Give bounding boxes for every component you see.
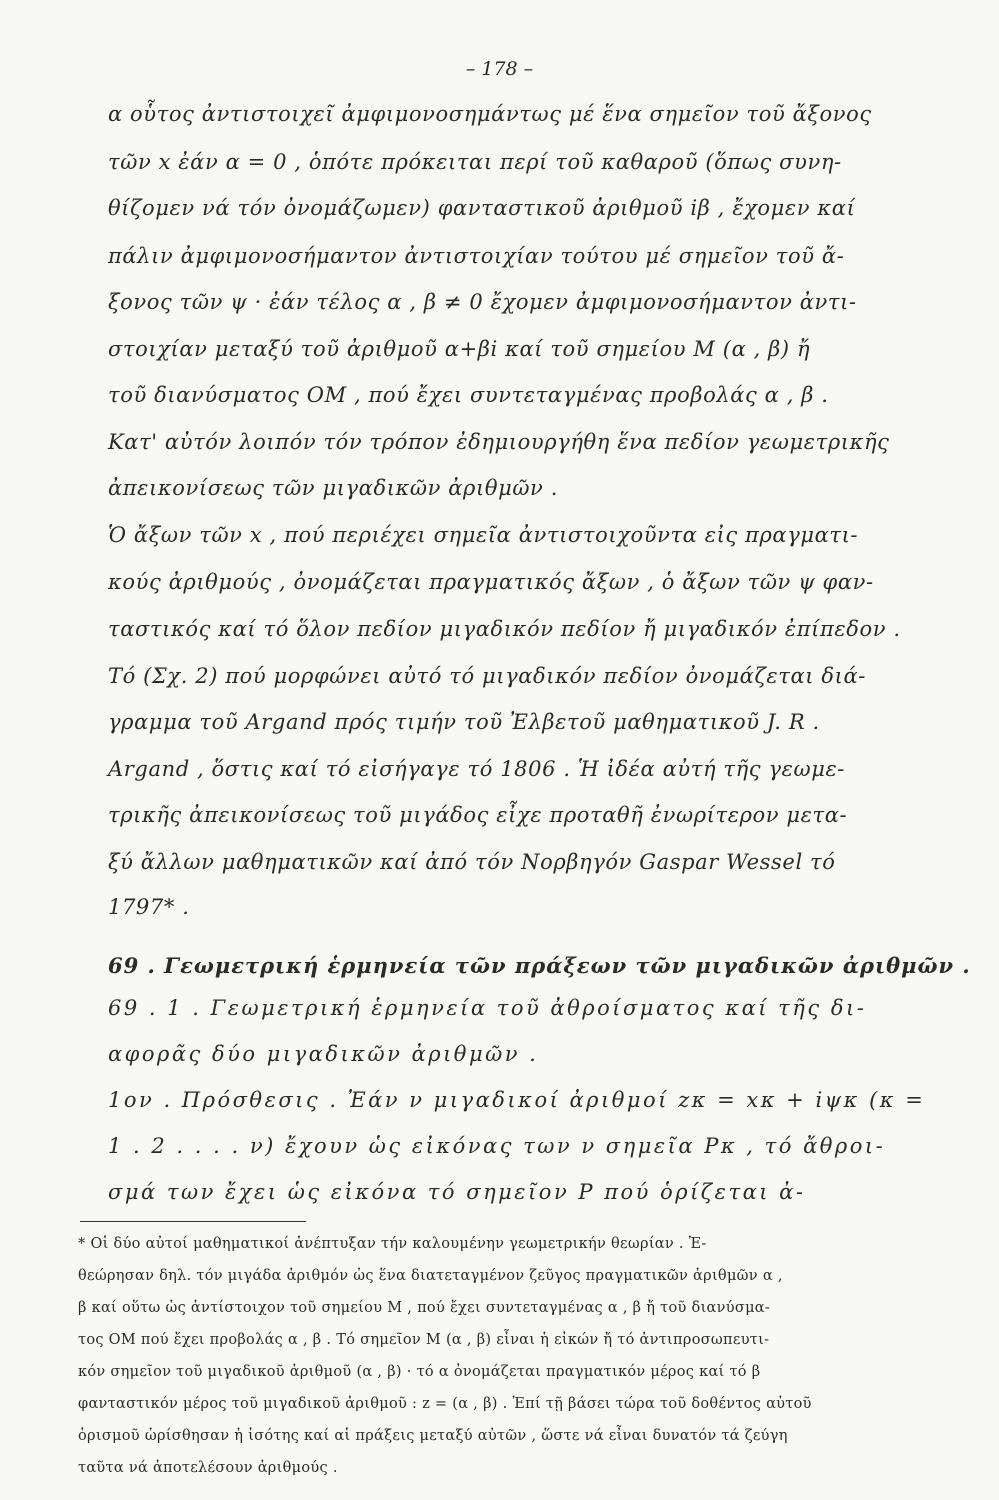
footnote-line: β καί οὕτω ὡς ἀντίστοιχον τοῦ σημείου Μ , πού ἔχει συντεταγμένας α , β ἤ τοῦ διανύσμα- — [78, 1300, 771, 1316]
footnote-line: ταῦτα νά ἀποτελέσουν ἀριθμούς . — [78, 1460, 338, 1476]
body-line: Κατ' αὐτόν λοιπόν τόν τρόπον ἐδημιουργήθη ἕνα πεδίον γεωμετρικῆς — [108, 430, 890, 454]
footnote-line: φανταστικόν μέρος τοῦ μιγαδικοῦ ἀριθμοῦ : z = (α , β) . Ἐπί τῇ βάσει τώρα τοῦ δοθέντος αὐτοῦ — [78, 1396, 812, 1412]
body-line: τῶν x ἐάν α = 0 , ὁπότε πρόκειται περί τοῦ καθαροῦ (ὅπως συνη- — [108, 150, 842, 174]
subsection-title: αφορᾶς δύο μιγαδικῶν ἀριθμῶν . — [108, 1042, 539, 1066]
body-line: ταστικός καί τό ὅλον πεδίον μιγαδικόν πεδίον ἤ μιγαδικόν ἐπίπεδον . — [108, 617, 901, 641]
body-line: τρικῆς ἀπεικονίσεως τοῦ μιγάδος εἶχε προταθῆ ἐνωρίτερον μετα- — [108, 803, 848, 827]
page-number: – 178 – — [465, 58, 534, 80]
subsection-title: 69 . 1 . Γεωμετρική ἑρμηνεία τοῦ ἀθροίσματος καί τῆς δι- — [108, 996, 867, 1020]
body-line: κούς ἀριθμούς , ὀνομάζεται πραγματικός ἄξων , ὁ ἄξων τῶν ψ φαν- — [108, 570, 874, 594]
body-line: γραμμα τοῦ Argand πρός τιμήν τοῦ Ἐλβετοῦ μαθηματικοῦ J. R . — [108, 710, 820, 734]
body-line: θίζομεν νά τόν ὀνομάζωμεν) φανταστικοῦ ἀριθμοῦ iβ , ἔχομεν καί — [108, 196, 856, 220]
body-line: Argand , ὅστις καί τό εἰσήγαγε τό 1806 . Ἡ ἰδέα αὐτή τῆς γεωμε- — [108, 757, 846, 781]
paragraph-line: σμά των ἔχει ὡς εἰκόνα τό σημεῖον P πού ὁρίζεται ἀ- — [108, 1180, 806, 1204]
body-line: πάλιν ἀμφιμονοσήμαντον ἀντιστοιχίαν τούτου μέ σημεῖον τοῦ ἄ- — [108, 244, 845, 268]
paragraph-line: 1 . 2 . . . . ν) ἔχουν ὡς εἰκόνας των ν σημεῖα Pκ , τό ἄθροι- — [108, 1134, 886, 1158]
footnote-line: κόν σημεῖον τοῦ μιγαδικοῦ ἀριθμοῦ (α , β) · τό α ὀνομάζεται πραγματικόν μέρος καί τό β — [78, 1364, 761, 1380]
footnote-line: τος OM πού ἔχει προβολάς α , β . Τό σημεῖον Μ (α , β) εἶναι ἡ εἰκών ἤ τό ἀντιπροσωπευτι- — [78, 1332, 770, 1348]
body-line: 1797* . — [108, 895, 190, 919]
paragraph-line: 1ον . Πρόσθεσις . Ἐάν ν μιγαδικοί ἀριθμοί zκ = xκ + iψκ (κ = — [108, 1088, 926, 1112]
body-line: Ὁ ἄξων τῶν x , πού περιέχει σημεῖα ἀντιστοιχοῦντα εἰς πραγματι- — [108, 523, 859, 547]
body-line: ξύ ἄλλων μαθηματικῶν καί ἀπό τόν Νορβηγόν Gaspar Wessel τό — [108, 850, 836, 874]
body-line: Τό (Σχ. 2) πού μορφώνει αὐτό τό μιγαδικόν πεδίον ὀνομάζεται διά- — [108, 664, 866, 688]
footnote-line: θεώρησαν δηλ. τόν μιγάδα ἀριθμόν ὡς ἕνα διατεταγμένον ζεῦγος πραγματικῶν ἀριθμῶν α , — [78, 1268, 783, 1284]
footnote-line: * Οἱ δύο αὐτοί μαθηματικοί ἀνέπτυξαν τήν καλουμένην γεωμετρικήν θεωρίαν . Ἐ- — [78, 1236, 707, 1252]
body-line: ξονος τῶν ψ · ἐάν τέλος α , β ≠ 0 ἔχομεν ἀμφιμονοσήμαντον ἀντι- — [108, 290, 857, 314]
body-line: α οὗτος ἀντιστοιχεῖ ἀμφιμονοσημάντως μέ ἕνα σημεῖον τοῦ ἄξονος — [108, 102, 872, 126]
footnote-divider — [80, 1221, 306, 1222]
body-line: ἀπεικονίσεως τῶν μιγαδικῶν ἀριθμῶν . — [108, 476, 558, 500]
section-title: 69 . Γεωμετρική ἑρμηνεία τῶν πράξεων τῶν μιγαδικῶν ἀριθμῶν . — [108, 953, 971, 978]
footnote-line: ὁρισμοῦ ὡρίσθησαν ἡ ἰσότης καί αἱ πράξεις μεταξύ αὐτῶν , ὥστε νά εἶναι δυνατόν τά ζεύγη — [78, 1428, 788, 1444]
body-line: τοῦ διανύσματος OM , πού ἔχει συντεταγμένας προβολάς α , β . — [108, 383, 829, 407]
body-line: στοιχίαν μεταξύ τοῦ ἀριθμοῦ α+βi καί τοῦ σημείου Μ (α , β) ἤ — [108, 337, 811, 361]
